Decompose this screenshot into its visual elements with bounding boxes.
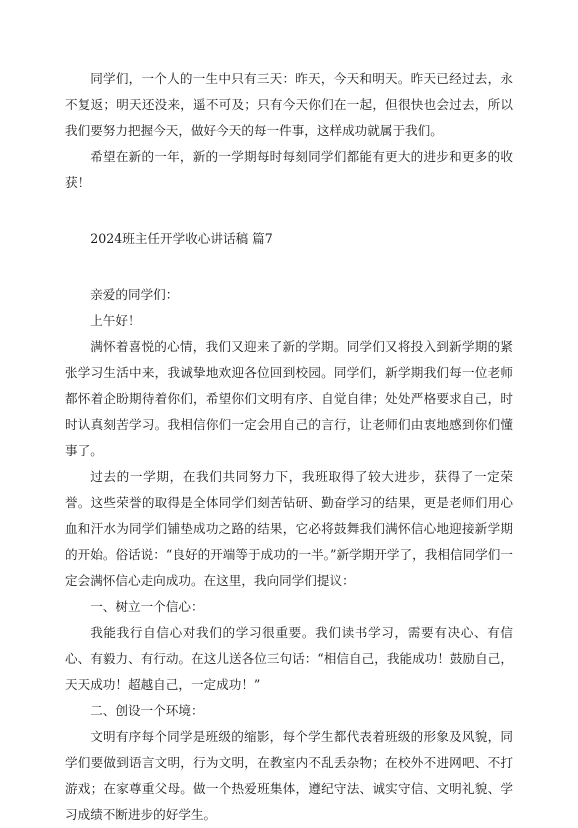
subheading: 二、创设一个环境： [90,703,204,718]
document-page [65,66,513,828]
blank-line [65,252,513,282]
intro-paragraph: 希望在新的一年，新的一学期每时每刻同学们都能有更大的进步和更多的收获！ [65,149,513,190]
salutation: 亲爱的同学们： [90,287,179,302]
body-paragraph: 文明有序每个同学是班级的缩影，每个学生都代表着班级的形象及风貌，同学们要做到语言文明，行为文明，在教室内不乱丢杂物；在校外不进网吧、不打游戏；在家尊重父母。做一个热爱班集体，遵纪守法、诚实守信、文明礼貌、学习成绩不断进步的好学生。 [65,729,513,822]
body-paragraph: 我能我行自信心对我们的学习很重要。我们读书学习，需要有决心、有信心、有毅力、有行动。在这儿送各位三句话：“相信自己，我能成功！鼓励自己，天天成功！超越自己，一定成功！” [65,625,513,692]
body-paragraph: 满怀着喜悦的心情，我们又迎来了新的学期。同学们又将投入到新学期的紧张学习生活中来，我诚挚地欢迎各位回到校园。同学们，新学期我们每一位老师都怀着企盼期待着你们，希望你们文明有序、自觉自律；处处严格要求自己，时时认真刻苦学习。我相信你们一定会用自己的言行，让老师们由衷地感到你们懂事了。 [65,339,513,458]
section-title: 2024班主任开学收心讲话稿 篇7 [90,231,273,246]
blank-line [65,196,513,226]
intro-paragraph: 同学们，一个人的一生中只有三天：昨天，今天和明天。昨天已经过去，永不复返；明天还没来，遥不可及；只有今天你们在一起，但很快也会过去，所以我们要努力把握今天，做好今天的每一件事，这样成功就属于我们。 [65,71,513,138]
body-paragraph: 过去的一学期，在我们共同努力下，我班取得了较大进步，获得了一定荣誉。这些荣誉的取得是全体同学们刻苦钻研、勤奋学习的结果，更是老师们用心血和汗水为同学们铺垫成功之路的结果，它必将鼓舞我们满怀信心地迎接新学期的开始。俗话说：“良好的开端等于成功的一半。”新学期开学了，我相信同学们一定会满怀信心走向成功。在这里，我向同学们提议： [65,469,513,588]
greeting: 上午好！ [90,313,141,328]
subheading: 一、树立一个信心： [90,599,204,614]
